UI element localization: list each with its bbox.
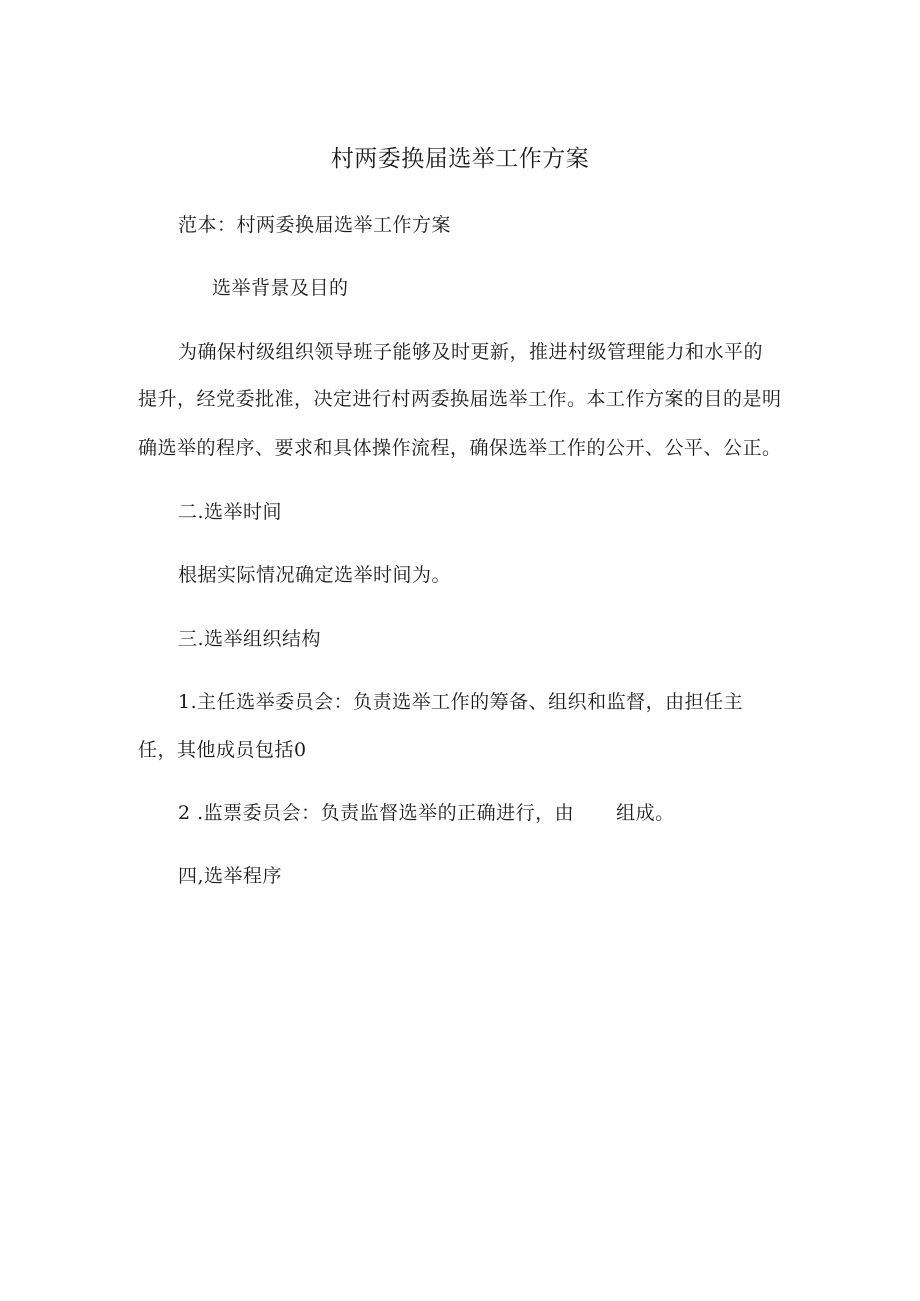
document-title: 村两委换届选举工作方案 [330, 146, 590, 172]
list-item-text: 组成。 [616, 802, 675, 824]
list-item-line: 1.主任选举委员会：负责选举工作的筹备、组织和监督，由担任主 [178, 691, 744, 713]
paragraph-line: 根据实际情况确定选举时间为。 [178, 564, 452, 586]
list-item-line [178, 801, 675, 825]
section-heading-procedure: 四,选举程序 [178, 865, 283, 887]
section-heading-time: 二.选举时间 [178, 501, 283, 523]
paragraph-line: 为确保村级组织领导班子能够及时更新，推进村级管理能力和水平的 [178, 341, 764, 363]
paragraph-line: 确选举的程序、要求和具体操作流程，确保选举工作的公开、公平、公正。 [138, 437, 782, 459]
document-subtitle: 范本：村两委换届选举工作方案 [178, 214, 452, 236]
paragraph-line: 提升，经党委批准，决定进行村两委换届选举工作。本工作方案的目的是明 [138, 388, 782, 410]
list-item-text: 2 .监票委员会：负责监督选举的正确进行，由 [178, 802, 575, 824]
section-heading-background: 选举背景及目的 [212, 277, 349, 299]
section-heading-structure: 三.选举组织结构 [178, 628, 322, 650]
list-item-line: 任，其他成员包括0 [138, 739, 307, 761]
